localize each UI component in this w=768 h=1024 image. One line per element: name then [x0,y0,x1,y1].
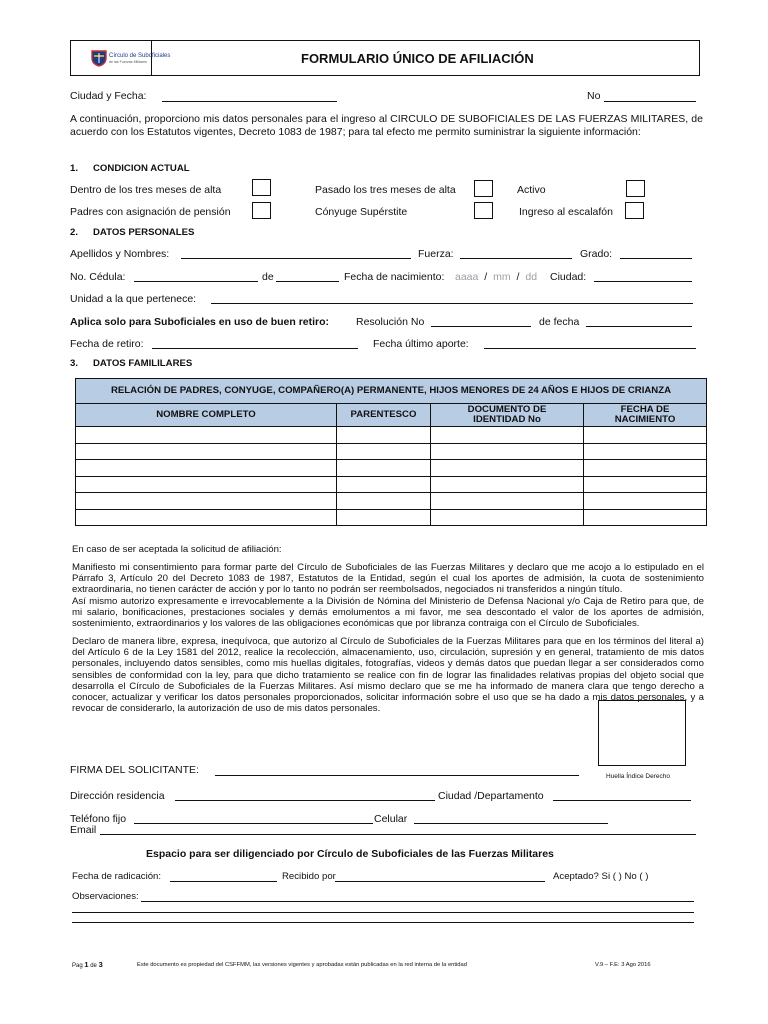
date-separator: / [516,271,520,283]
option-label: Pasado los tres meses de alta [315,184,456,196]
cedula-label: No. Cédula: [70,271,126,283]
page-number [72,960,103,969]
option-label: Dentro de los tres meses de alta [70,184,222,196]
table-cell[interactable] [337,443,431,460]
fecha-retiro-field[interactable] [152,348,358,349]
section-1-number: 1. [70,163,79,174]
section-2-title: DATOS PERSONALES [93,227,195,238]
observaciones-field[interactable] [141,901,694,902]
telefono-label: Teléfono fijo [70,813,127,825]
checkbox-conyuge-superstite[interactable] [474,202,493,219]
unidad-label: Unidad a la que pertenece: [70,293,197,305]
observaciones-line[interactable] [72,912,694,913]
table-cell[interactable] [337,427,431,444]
fecha-radicacion-label: Fecha de radicación: [72,871,162,882]
email-field[interactable] [100,834,696,835]
page-of: de [90,963,97,969]
table-cell[interactable] [584,443,707,460]
table-cell[interactable] [76,427,337,444]
de-fecha-field[interactable] [586,326,692,327]
checkbox-pasado-tres-meses[interactable] [474,180,493,197]
section-2-number: 2. [70,227,79,238]
table-row [76,493,707,510]
table-row [76,443,707,460]
option-label: Padres con asignación de pensión [70,206,231,218]
date-day-placeholder: dd [525,271,538,283]
consent-paragraph-1: Manifiesto mi consentimiento para formar parte del Círculo de Suboficiales de las Fuerzas Militares y declaro que me acojo a lo estipulado en el Párrafo 3, Artículo 20 del Decreto 1083 de 1987, Estatutos de la Entidad, según el cual los aportes de admisión, la cuota de sostenimiento extraordinaria, no tienen carácter de acción y por lo tanto no podrán ser reembolsados, negociados ni transferidos a ningún título. [72,562,704,596]
column-header: FECHA DE NACIMIENTO [584,404,707,427]
table-cell[interactable] [584,509,707,526]
table-cell[interactable] [337,460,431,477]
ciudad-field[interactable] [594,281,692,282]
table-cell[interactable] [337,509,431,526]
logo-subtitle: de las Fuerzas Militares [109,60,147,64]
observaciones-line[interactable] [72,922,694,923]
fuerza-field[interactable] [460,258,572,259]
telefono-field[interactable] [134,823,373,824]
direccion-label: Dirección residencia [70,790,165,802]
table-header-row [76,404,707,427]
fecha-retiro-label: Fecha de retiro: [70,338,144,350]
table-title-row [76,379,707,404]
consent-lead: En caso de ser aceptada la solicitud de afiliación: [72,544,282,555]
office-section-title: Espacio para ser diligenciado por Círculo de Suboficiales de las Fuerzas Militares [146,848,554,860]
fecha-nacimiento-label: Fecha de nacimiento: [344,271,445,283]
aceptado-label: Aceptado? Si ( ) No ( ) [553,871,649,882]
checkbox-activo[interactable] [626,180,645,197]
observaciones-label: Observaciones: [72,891,139,902]
header-box [70,40,700,76]
table-cell[interactable] [337,476,431,493]
de-label: de [262,271,274,283]
checkbox-dentro-tres-meses[interactable] [252,179,271,196]
resolucion-label: Resolución No [356,316,425,328]
checkbox-ingreso-escalafon[interactable] [625,202,644,219]
ciudad-departamento-label: Ciudad /Departamento [438,790,544,802]
number-field[interactable] [604,101,696,102]
column-header: PARENTESCO [337,404,431,427]
email-label: Email [70,824,97,836]
page-total: 3 [98,960,103,969]
header-divider [151,41,152,75]
table-row [76,460,707,477]
footer-note: Este documento es propiedad del CSFFMM, las versiones vigentes y aprobadas están publicadas en la red interna de la entidad [137,962,467,968]
date-separator: / [484,271,488,283]
table-cell[interactable] [431,493,584,510]
consent-paragraph-3: Declaro de manera libre, expresa, inequívoca, que autorizo al Círculo de Suboficiales de la Fuerzas Militares para que en los términos del literal a) del Artículo 6 de la Ley 1581 del 2012, realice la recolección, almacenamiento, uso, circulación, supresión y en general, tratamiento de mis datos personales, incluyendo datos sensibles, como mis huellas digitales, fotografías, videos y demás datos que puedan llegar a ser considerados como sensibles de conformidad con la ley, para que dicho tratamiento se realice con fin de lograr las finalidades relativas propias del objeto social que desarrolla el Círculo de Suboficiales de la Fuerzas Militares. Así mismo declaro que se me ha informado de manera clara que tengo derecho a conocer, actualizar y verificar los datos personales proporcionados, solicitar información sobre el uso que se ha dado a mis datos personales, y a revocar de considerarlo, la autorización de uso de mis datos personales. [72,636,704,715]
option-label: Activo [517,184,546,196]
table-cell[interactable] [584,493,707,510]
table-cell[interactable] [431,443,584,460]
section-3-title: DATOS FAMILILARES [93,358,193,369]
column-header: DOCUMENTO DE IDENTIDAD No [431,404,584,427]
ciudad-fecha-label: Ciudad y Fecha: [70,90,147,102]
table-row [76,476,707,493]
table-cell[interactable] [431,509,584,526]
resolucion-field[interactable] [431,326,531,327]
unidad-field[interactable] [211,303,693,304]
table-row [76,427,707,444]
page-current: 1 [84,960,89,969]
table-cell[interactable] [431,427,584,444]
intro-paragraph: A continuación, proporciono mis datos personales para el ingreso al CIRCULO DE SUBOFICIALES DE LAS FUERZAS MILITARES, de acuerdo con los Estatutos vigentes, Decreto 1083 de 1987; para tal efecto me permito suministrar la siguiente información: [70,113,703,138]
table-cell[interactable] [76,476,337,493]
birth-date-field[interactable] [455,271,537,283]
grado-field[interactable] [620,258,692,259]
option-label: Ingreso al escalafón [519,206,613,218]
table-cell[interactable] [584,460,707,477]
fecha-aporte-field[interactable] [484,348,696,349]
family-table [75,378,707,526]
apellidos-label: Apellidos y Nombres: [70,248,170,260]
consent-paragraph-2: Así mismo autorizo expresamente e irrevocablemente a la División de Nómina del Ministerio de Defensa Nacional y/o Caja de Retiro para que, de mi salario, bonificaciones, prestaciones sociales y demás emolumentos a mi favor, me sea descontado el valor de los aportes de admisión, sostenimiento, extraordinarios y los valores de las obligaciones económicas que por libranza contraiga con el Círculo de Suboficiales. [72,596,704,630]
table-cell[interactable] [431,476,584,493]
table-cell[interactable] [337,493,431,510]
direccion-field[interactable] [175,800,435,801]
recibido-field[interactable] [335,881,545,882]
grado-label: Grado: [580,248,613,260]
table-cell[interactable] [76,443,337,460]
cedula-field[interactable] [134,281,258,282]
form-title: FORMULARIO ÚNICO DE AFILIACIÓN [301,51,534,66]
fuerza-label: Fuerza: [418,248,454,260]
celular-field[interactable] [414,823,608,824]
number-label: No [587,90,601,102]
firma-field[interactable] [215,775,579,776]
date-month-placeholder: mm [493,271,511,283]
table-title: RELACIÓN DE PADRES, CONYUGE, COMPAÑERO(A) PERMANENTE, HIJOS MENORES DE 24 AÑOS E HIJOS DE CRIANZA [76,379,707,404]
section-3-number: 3. [70,358,79,369]
ciudad-label: Ciudad: [550,271,587,283]
fecha-radicacion-field[interactable] [170,881,277,882]
table-cell[interactable] [76,493,337,510]
section-1-title: CONDICION ACTUAL [93,163,190,174]
fingerprint-label: Huella Índice Derecho [606,773,670,780]
recibido-label: Recibido por [282,871,336,882]
column-header: NOMBRE COMPLETO [76,404,337,427]
option-label: Cónyuge Supérstite [315,206,408,218]
de-fecha-label: de fecha [539,316,580,328]
checkbox-padres-pension[interactable] [252,202,271,219]
table-cell[interactable] [431,460,584,477]
firma-label: FIRMA DEL SOLICITANTE: [70,764,199,776]
aplica-label: Aplica solo para Suboficiales en uso de buen retiro: [70,316,330,328]
logo-shield-icon [91,49,107,72]
cedula-expedicion-field[interactable] [276,281,339,282]
logo-name: Círculo de Suboficiales [109,53,171,59]
page-label: Pag [72,963,83,969]
footer-version: V.9 – F.E: 3 Ago 2016 [595,962,651,968]
table-row [76,509,707,526]
celular-label: Celular [374,813,408,825]
ciudad-fecha-field[interactable] [162,101,337,102]
ciudad-departamento-field[interactable] [553,800,691,801]
table-cell[interactable] [76,509,337,526]
fecha-aporte-label: Fecha último aporte: [373,338,469,350]
date-year-placeholder: aaaa [455,271,479,283]
apellidos-field[interactable] [181,258,411,259]
table-cell[interactable] [584,427,707,444]
table-cell[interactable] [584,476,707,493]
table-cell[interactable] [76,460,337,477]
fingerprint-box[interactable] [598,700,686,766]
